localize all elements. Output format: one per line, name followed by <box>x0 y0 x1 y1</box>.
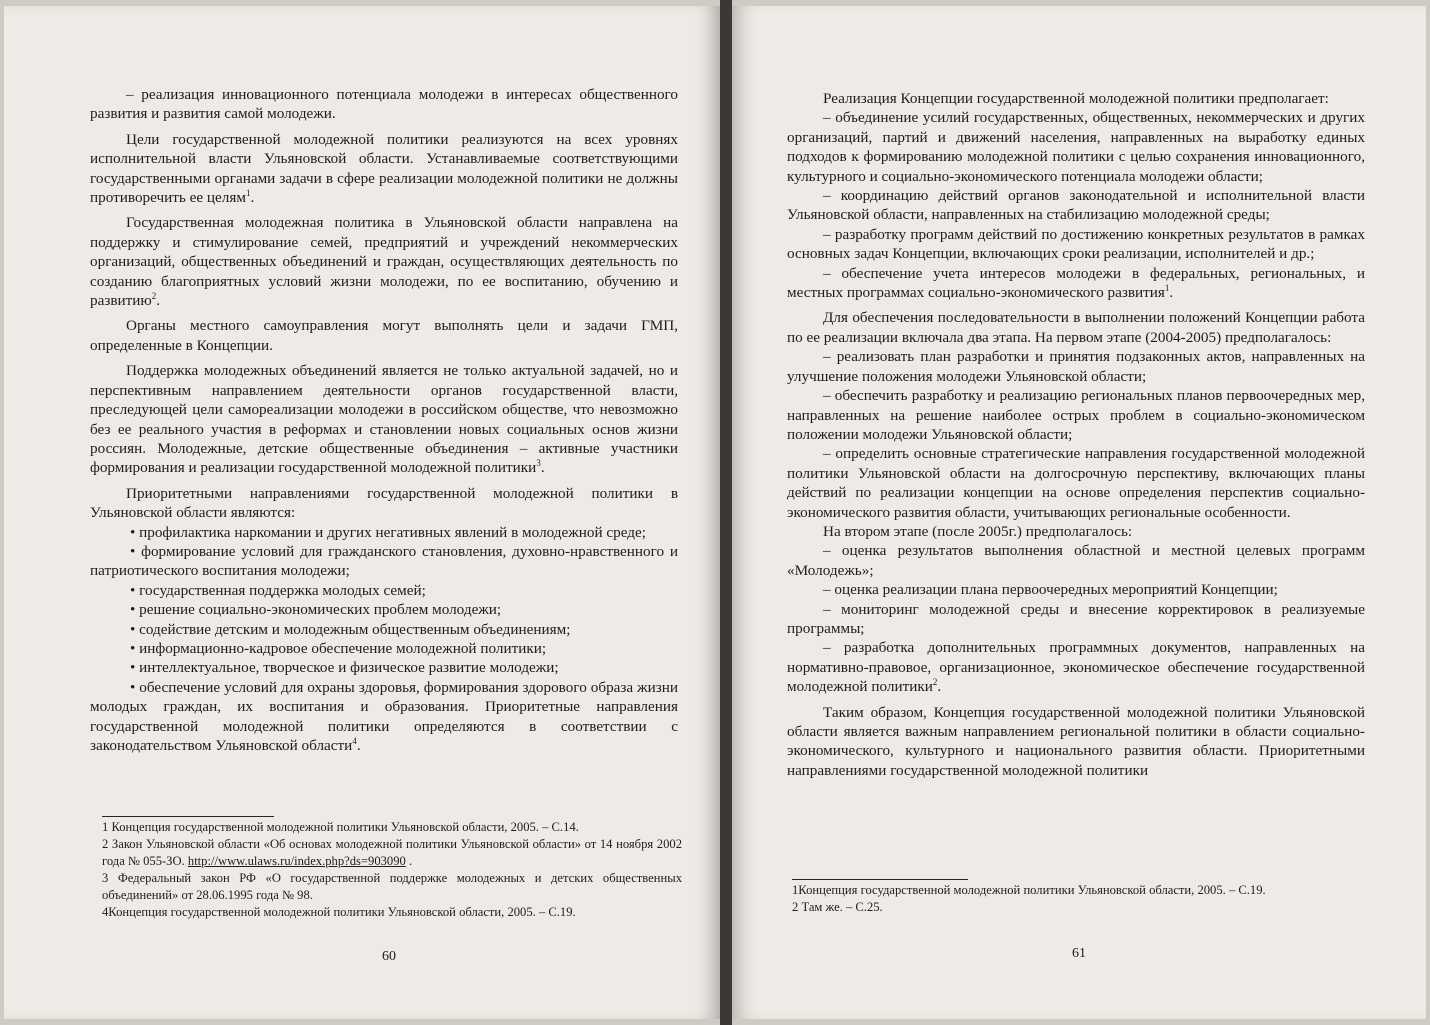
paragraph-text: Поддержка молодежных объединений является не только актуальной задачей, но и перспективным направлением деятельности органов государственной власти, преследующей цели самореализации молодежи в российском обществе, что невозможно без ее реального участия в реформах и становлении новых социальных основ жизни россиян. Молодежные, детские общественные объединения – активные участники формирования и реализации государственной молодежной политики <box>90 362 678 477</box>
bullet-item <box>90 581 678 600</box>
paragraph-text: – разработка дополнительных программных документов, направленных на нормативно-правовое, организационное, экономическое обеспечение государственной молодежной политики <box>787 639 1365 696</box>
bullet-item <box>90 639 678 658</box>
paragraph: Государственная молодежная политика в Ульяновской области направлена на поддержку и стимулирование семей, предприятий и учреждений некоммерческих организаций, общественных объединений и граждан, осуществляющих деятельность по созданию благоприятных условий жизни молодежи, по ее воспитанию, обучению и развитию$^2$. <box>90 214 678 310</box>
book-gutter <box>720 0 732 1025</box>
page-number: 61 <box>1072 946 1086 961</box>
bullet-item <box>90 658 678 677</box>
paragraph-text: – реализация инновационного потенциала молодежи в интересах общественного развития и развития самой молодежи. <box>90 86 678 123</box>
paragraph: Поддержка молодежных объединений является не только актуальной задачей, но и перспективным направлением деятельности органов государственной власти, преследующей цели самореализации молодежи в российском обществе, что невозможно без ее реального участия в реформах и становлении новых социальных основ жизни россиян. Молодежные, детские общественные объединения – активные участники формирования и реализации государственной молодежной политики$^3$. <box>90 362 678 477</box>
paragraph <box>90 484 678 523</box>
footnote: 3 Федеральный закон РФ «О государственной поддержке молодежных и детских общественных объединений» от 28.06.1995 года № 98. <box>102 871 682 902</box>
right-page <box>732 6 1426 1019</box>
footnotes <box>792 882 1372 916</box>
footnote-divider <box>792 879 968 880</box>
bullet-text: • формирование условий для гражданского становления, духовно-нравственного и патриотического воспитания молодежи; <box>90 542 678 580</box>
footnote-divider <box>102 816 274 817</box>
paragraph-text: Для обеспечения последовательности в выполнении положений Концепции работа по ее реализации включала два этапа. На первом этапе (2004-2005) предполагалось: <box>787 309 1365 346</box>
list-item <box>787 347 1365 386</box>
footnote: 1Концепция государственной молодежной политики Ульяновской области, 2005. – С.19. <box>792 883 1266 897</box>
bullet-text: • профилактика наркомании и других негативных явлений в молодежной среде; <box>130 523 646 541</box>
bullet-text: • обеспечение условий для охраны здоровья, формирования здорового образа жизни молодых граждан, их воспитания и образования. Приоритетные направления государственной молодежной политики определяются в соответствии с законодательством Ульяновской области <box>90 678 678 754</box>
list-item <box>787 386 1365 444</box>
paragraph-text: – реализовать план разработки и принятия подзаконных актов, направленных на улучшение положения молодежи Ульяновской области; <box>787 348 1365 385</box>
footnote: 1 Концепция государственной молодежной политики Ульяновской области, 2005. – С.14. <box>102 820 579 834</box>
paragraph-text: Таким образом, Концепция государственной молодежной политики Ульяновской области является важным направлением региональной политики в области социально-экономического, культурного и национального развития области. Приоритетными направлениями государственной молодежной политики <box>787 703 1365 779</box>
paragraph-text: Реализация Концепции государственной молодежной политики предполагает: <box>823 90 1329 107</box>
footnote-ref: 3 <box>536 458 541 469</box>
paragraph-text: На втором этапе (после 2005г.) предполагалось: <box>823 522 1133 540</box>
footnote-ref: 1 <box>245 187 251 198</box>
footnote-ref: 2 <box>151 291 157 301</box>
paragraph-text: – оценка результатов выполнения областной и местной целевых программ «Молодежь»; <box>787 542 1365 579</box>
bullet-item <box>90 620 678 639</box>
list-item <box>787 444 1365 522</box>
page-number: 60 <box>382 949 396 964</box>
paragraph-text: – оценка реализации плана первоочередных мероприятий Концепции; <box>823 581 1278 599</box>
bullet-item: • обеспечение условий для охраны здоровья, формирования здорового образа жизни молодых граждан, их воспитания и образования. Приоритетные направления государственной молодежной политики определяются в соответствии с законодательством Ульяновской области$^4$. <box>90 678 678 754</box>
left-page-body <box>90 85 678 755</box>
footnote-ref: 4 <box>352 735 357 746</box>
paragraph-text: – разработку программ действий по достижению конкретных результатов в рамках основных задач Концепции, включающих сроки реализации, исполнителей и др.; <box>787 225 1365 263</box>
footnote-ref: 1 <box>1164 283 1170 293</box>
footnote: 4Концепция государственной молодежной политики Ульяновской области, 2005. – С.19. <box>102 905 576 919</box>
footnote-ref: 2 <box>932 677 938 688</box>
paragraph: Цели государственной молодежной политики реализуются на всех уровнях исполнительной власти Ульяновской области. Устанавливаемые соответствующими государственными органами задачи в сфере реализации молодежной политики не должны противоречить ее целям$^1$. <box>90 130 678 207</box>
paragraph <box>90 316 678 355</box>
list-item <box>787 541 1365 580</box>
bullet-text: • информационно-кадровое обеспечение молодежной политики; <box>130 639 547 657</box>
list-item: – разработка дополнительных программных документов, направленных на нормативно-правовое, организационное, экономическое обеспечение государственной молодежной политики$^2$. <box>787 639 1365 696</box>
footnote: 2 Закон Ульяновской области «Об основах молодежной политики Ульяновской области» от 14 ноября 2002 года № 055-ЗО. http://www.ulaws.ru/index.php?ds=903090 . <box>102 837 682 868</box>
bullet-text: • государственная поддержка молодых семей; <box>130 581 426 599</box>
right-page-body <box>787 89 1365 780</box>
paragraph-text: Государственная молодежная политика в Ульяновской области направлена на поддержку и стимулирование семей, предприятий и учреждений некоммерческих организаций, общественных объединений и граждан, осуществляющих деятельность по созданию благоприятных условий жизни молодежи, по ее воспитанию, обучению и развитию <box>90 214 678 310</box>
bullet-item <box>90 542 678 581</box>
bullet-item <box>90 523 678 542</box>
list-item <box>787 108 1365 186</box>
paragraph-text: – объединение усилий государственных, общественных, некоммерческих и других организаций, партий и движений населения, направленных на выработку единых подходов к формированию молодежной политики с целью сохранения инновационного, культурного и социально-экономического потенциала молодежи области; <box>787 109 1365 185</box>
list-item <box>787 580 1365 599</box>
footnote-link[interactable]: http://www.ulaws.ru/index.php?ds=903090 <box>187 854 406 868</box>
bullet-text: • решение социально-экономических проблем молодежи; <box>130 601 502 619</box>
footnote-text: 2 Закон Ульяновской области «Об основах молодежной политики Ульяновской области» от 14 ноября 2002 года № 055-ЗО. <box>102 837 682 868</box>
list-item <box>787 600 1365 639</box>
paragraph <box>90 85 678 124</box>
footnote: 2 Там же. – С.25. <box>792 900 883 914</box>
paragraph-text: – координацию действий органов законодательной и исполнительной власти Ульяновской области, направленных на стабилизацию молодежной среды; <box>787 187 1365 224</box>
left-page <box>4 6 720 1019</box>
paragraph <box>787 89 1365 108</box>
paragraph-text: – обеспечить разработку и реализацию региональных планов первоочередных мер, направленных на решение наиболее острых проблем в социально-экономическом положении молодежи Ульяновской области; <box>787 387 1365 443</box>
paragraph-text: Приоритетными направлениями государственной молодежной политики в Ульяновской области являются: <box>90 484 678 522</box>
bullet-text: • содействие детским и молодежным общественным объединениям; <box>130 620 571 638</box>
bullet-text: • интеллектуальное, творческое и физическое развитие молодежи; <box>130 659 559 677</box>
paragraph <box>787 703 1365 781</box>
paragraph-text: Органы местного самоуправления могут выполнять цели и задачи ГМП, определенные в Концепции. <box>90 317 678 354</box>
bullet-item <box>90 600 678 619</box>
paragraph <box>787 522 1365 541</box>
paragraph-text: – мониторинг молодежной среды и внесение корректировок в реализуемые программы; <box>787 600 1365 637</box>
list-item: – обеспечение учета интересов молодежи в федеральных, региональных, и местных программах социально-экономического развития$^1$. <box>787 264 1365 302</box>
paragraph-text: – определить основные стратегические направления государственной молодежной политики Ульяновской области на долгосрочную перспективу, включающих планы действий по реализации концепции на основе определения перспектив социально-экономического развития области, учитывающих региональные особенности. <box>787 445 1365 521</box>
list-item <box>787 186 1365 225</box>
paragraph-text: Цели государственной молодежной политики реализуются на всех уровнях исполнительной власти Ульяновской области. Устанавливаемые соответствующими государственными органами задачи в сфере реализации молодежной политики не должны противоречить ее целям <box>90 130 678 207</box>
paragraph <box>787 308 1365 347</box>
list-item <box>787 225 1365 264</box>
paragraph-text: – обеспечение учета интересов молодежи в федеральных, региональных, и местных программах социально-экономического развития <box>787 264 1365 302</box>
footnotes <box>102 819 682 921</box>
